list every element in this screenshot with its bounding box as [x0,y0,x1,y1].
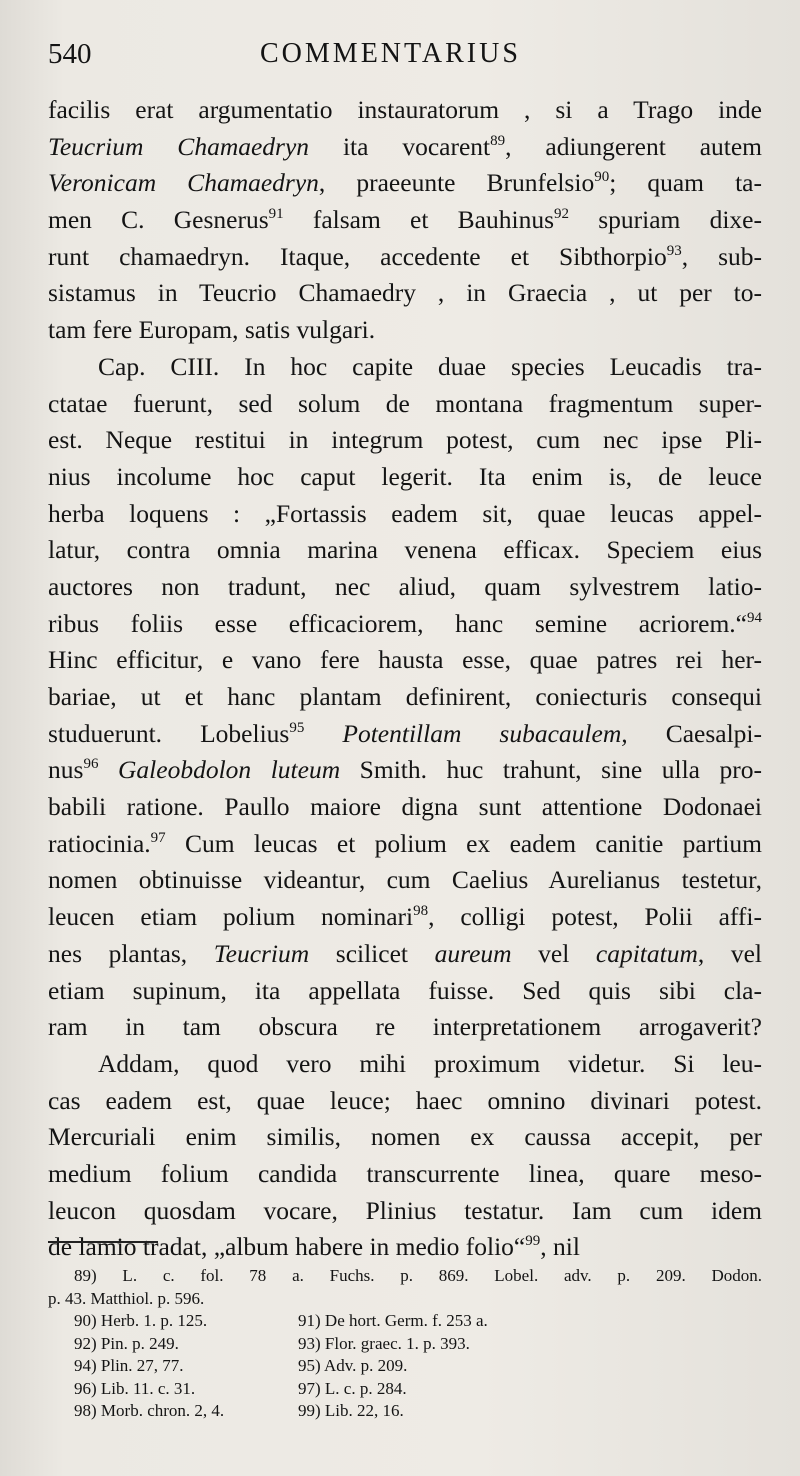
text-line [48,239,762,276]
text-run: herba loquens : „Fortassis eadem sit, quae leucas appel- [48,498,762,528]
text-run: Caesalpi- [627,718,762,748]
text-line [48,1156,762,1193]
text-run: , vel [697,938,762,968]
text-line [48,386,762,423]
text-run: , colligi potest, Polii affi- [428,902,762,932]
text-line [48,275,762,312]
text-line [48,862,762,899]
text-run: auctores non tradunt, nec aliud, quam sylvestrem latio- [48,571,762,601]
text-line [48,716,762,753]
text-line [48,129,762,166]
text-run: men C. Gesnerus [48,205,269,235]
footnote-ref: 98 [413,903,429,920]
text-line [48,642,762,679]
text-line [48,459,762,496]
text-line [48,496,762,533]
footnote-99: 99) Lib. 22, 16. [298,1401,404,1420]
text-run: ctatae fuerunt, sed solum de montana fragmentum super- [48,388,762,418]
text-run: , sub- [681,241,762,271]
text-run: est. Neque restitui in integrum potest, cum nec ipse Pli- [48,425,762,455]
footnote-96: 96) Lib. 11. c. 31. [74,1378,196,1398]
text-run: tam fere Europam, satis vulgari. [48,315,376,345]
text-run: etiam supinum, ita appellata fuisse. Sed quis sibi cla- [48,975,762,1005]
text-run: Cap. CIII. In hoc capite duae species Leucadis tra- [98,351,762,381]
text-run: cas eadem est, quae leuce; haec omnino divinari potest. [48,1085,762,1115]
text-run [98,755,118,784]
footnote-93: 93) Flor. graec. 1. p. 393. [298,1333,470,1353]
text-run: , adiungerent autem [505,131,762,161]
text-run: aureum [434,938,512,968]
text-line [48,1009,762,1046]
text-line [48,1046,762,1083]
text-line [48,899,762,936]
footnote-94: 94) Plin. 27, 77. [74,1356,184,1375]
footnote-ref: 92 [554,206,569,223]
text-run: nus [48,755,84,785]
footnote-ref: 91 [268,206,284,223]
text-run: latur, contra omnia marina venena efficax. Speciem eius [48,535,762,565]
footnote-ref: 94 [747,609,762,626]
text-line [48,606,762,643]
text-run: ita vocarent [309,131,491,161]
footnote-95: 95) Adv. p. 209. [298,1356,408,1375]
text-run: Addam, quod vero mihi proximum videtur. Si leu- [98,1048,762,1078]
page-header [48,38,763,78]
text-line [48,422,762,459]
text-line [48,936,762,973]
footnote-90: 90) Herb. 1. p. 125. [74,1311,208,1330]
footnote-ref: 97 [150,829,166,846]
text-run: , praeeunte Brunfelsio [318,168,595,198]
body-text [48,92,762,1266]
running-head: COMMENTARIUS [260,38,521,69]
footnote-98: 98) Morb. chron. 2, 4. [74,1401,225,1420]
text-line [48,1193,762,1230]
footnote-97: 97) L. c. p. 284. [298,1378,407,1398]
text-run: nes plantas, [48,938,214,968]
footnote-line [48,1333,762,1356]
text-run: falsam et Bauhinus [283,205,554,235]
text-run: Potentillam subacaulem, [342,718,628,748]
text-run: de lamio tradat, „album habere in medio folio“ [48,1232,526,1262]
footnotes [48,1265,762,1423]
footnote-ref: 90 [594,169,610,186]
text-run: studuerunt. Lobelius [48,718,290,748]
text-run: Galeobdolon luteum [118,755,341,785]
text-run: babili ratione. Paullo maiore digna sunt attentione Dodonaei [48,792,762,822]
text-run: Teucrium [213,938,310,968]
text-run: Mercuriali enim similis, nomen ex caussa accepit, per [48,1122,762,1152]
text-run: Veronicam Chamaedryn [48,168,319,198]
text-run: nius incolume hoc caput legerit. Ita enim is, de leuce [48,461,762,491]
text-run: sistamus in Teucrio Chamaedry , in Graecia , ut per to- [48,278,762,308]
text-line [48,1229,762,1266]
footnote-line [48,1355,762,1378]
text-line [48,312,762,349]
text-line [48,569,762,606]
text-line [48,532,762,569]
text-line [48,202,762,239]
footnote-ref: 95 [289,719,305,736]
text-line [48,349,762,386]
page-number: 540 [48,38,92,70]
text-run: ribus foliis esse efficaciorem, hanc semine acriorem.“ [48,608,747,638]
text-run [304,719,342,748]
footnote-line [48,1310,762,1333]
text-run: leucon quosdam vocare, Plinius testatur. Iam cum idem [48,1195,762,1225]
text-run: Teucrium Chamaedryn [48,131,310,161]
text-run: runt chamaedryn. Itaque, accedente et Sibthorpio [48,241,667,271]
footnote-92: 92) Pin. p. 249. [74,1333,179,1353]
text-run: Smith. huc trahunt, sine ulla pro- [340,755,762,785]
text-run: Hinc efficitur, e vano fere hausta esse, quae patres rei her- [48,645,762,675]
text-line [48,752,762,789]
footnote-line [48,1378,762,1401]
footnote-ref: 99 [525,1233,541,1250]
text-run: capitatum [595,938,698,968]
footnote-line [48,1400,762,1423]
text-run: vel [511,938,596,968]
text-run: nomen obtinuisse videantur, cum Caelius Aurelianus testetur, [48,865,762,895]
text-run: ratiocinia. [48,828,151,858]
footnote-91: 91) De hort. Germ. f. 253 a. [298,1311,488,1330]
text-line [48,1119,762,1156]
text-run: Cum leucas et polium ex eadem canitie partium [165,828,762,858]
text-run: ram in tam obscura re interpretationem arrogaverit? [48,1012,762,1042]
footnote-89-continued: p. 43. Matthiol. p. 596. [48,1288,205,1308]
footnote-rule [48,1241,158,1243]
footnote-ref: 89 [490,132,506,149]
text-line [48,165,762,202]
text-run: , nil [540,1232,580,1262]
text-run: ; quam ta- [609,168,762,198]
text-run: medium folium candida transcurrente linea, quare meso- [48,1158,762,1188]
footnote-89: 89) L. c. fol. 78 a. Fuchs. p. 869. Lobel. adv. p. 209. Dodon. [74,1266,762,1285]
footnote-ref: 96 [83,756,99,773]
text-line [48,973,762,1010]
footnote-ref: 93 [666,242,682,259]
footnote-line [48,1288,762,1311]
text-run: spuriam dixe- [569,205,762,235]
text-line [48,1083,762,1120]
footnote-line [48,1265,762,1288]
text-line [48,679,762,716]
text-line [48,826,762,863]
text-run: bariae, ut et hanc plantam definirent, coniecturis consequi [48,682,762,711]
text-run: leucen etiam polium nominari [48,902,414,932]
text-line [48,789,762,826]
text-run: scilicet [309,938,435,968]
text-run: facilis erat argumentatio instauratorum , si a Trago inde [48,95,762,124]
text-line [48,92,762,129]
